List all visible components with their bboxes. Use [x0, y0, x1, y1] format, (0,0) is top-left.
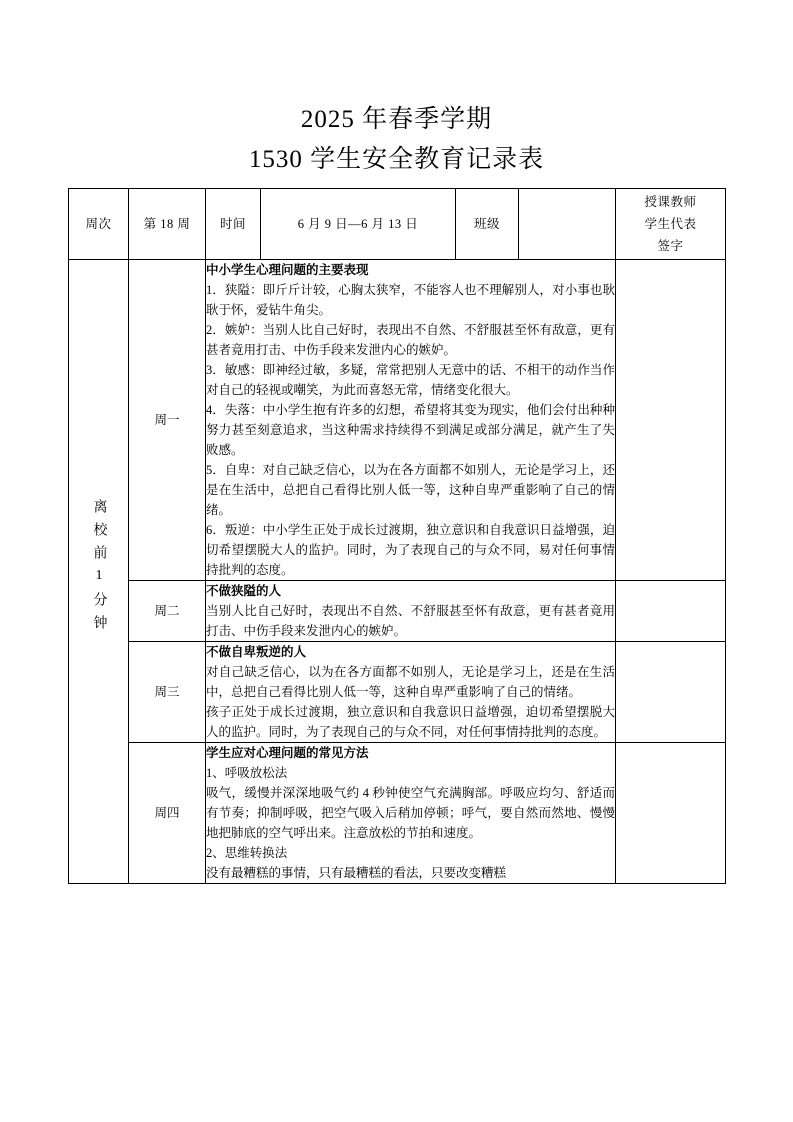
header-signature-label	[616, 189, 726, 260]
document-title	[0, 100, 793, 180]
header-week-label: 周次	[69, 189, 129, 260]
content-cell-tuesday	[206, 581, 616, 642]
content-paragraph: 5．自卑：对自己缺乏信心，以为在各方面都不如别人，无论是学习上，还是在生活中，总把自己看得比别人低一等，这种自卑严重影响了自己的情绪。	[206, 463, 615, 517]
signature-cell-tuesday[interactable]	[616, 581, 726, 642]
content-heading: 不做狭隘的人	[206, 584, 282, 598]
table-row	[69, 642, 726, 743]
header-week-value: 第 18 周	[129, 189, 206, 260]
table-row	[69, 260, 726, 581]
table-header-row	[69, 189, 726, 260]
content-paragraph: 没有最糟糕的事情，只有最糟糕的看法，只要改变糟糕	[206, 866, 507, 880]
day-label-thursday: 周四	[129, 743, 206, 884]
content-paragraph: 6．叛逆：中小学生正处于成长过渡期，独立意识和自我意识日益增强，迫切希望摆脱大人的监护。同时，为了表现自己的与众不同，易对任何事情持批判的态度。	[206, 523, 615, 577]
signature-cell-monday[interactable]	[616, 260, 726, 581]
content-paragraph: 对自己缺乏信心，以为在各方面都不如别人，无论是学习上，还是在生活中，总把自己看得比别人低一等，这种自卑严重影响了自己的情绪。	[206, 665, 615, 699]
content-cell-thursday	[206, 743, 616, 884]
content-paragraph: 4．失落：中小学生抱有许多的幻想，希望将其变为现实，他们会付出种种努力甚至刻意追求，当这种需求持续得不到满足或部分满足，就产生了失败感。	[206, 403, 615, 457]
signature-label-line-1: 授课教师	[644, 195, 697, 209]
content-cell-wednesday	[206, 642, 616, 743]
safety-education-record-table	[68, 188, 726, 884]
header-class-label: 班级	[456, 189, 519, 260]
content-paragraph: 吸气，缓慢并深深地吸气约 4 秒钟使空气充满胸部。呼吸应均匀、舒适而有节奏；抑制呼吸，把空气吸入后稍加停顿；呼气，要自然而然地、慢慢地把肺底的空气呼出来。注意放松的节拍和速度。	[206, 786, 615, 840]
content-paragraph: 孩子正处于成长过渡期，独立意识和自我意识日益增强，迫切希望摆脱大人的监护。同时，为了表现自己的与众不同，对任何事情持批判的态度。	[206, 705, 615, 739]
header-time-value: 6 月 9 日—6 月 13 日	[261, 189, 456, 260]
content-heading: 中小学生心理问题的主要表现	[206, 263, 369, 277]
day-label-monday: 周一	[129, 260, 206, 581]
signature-cell-wednesday[interactable]	[616, 642, 726, 743]
day-label-tuesday: 周二	[129, 581, 206, 642]
content-paragraph: 3．敏感：即神经过敏，多疑，常常把别人无意中的话、不相干的动作当作对自己的轻视或嘲笑，为此而喜怒无常，情绪变化很大。	[206, 363, 615, 397]
signature-label-line-3: 签字	[657, 239, 684, 253]
period-label-cell	[69, 260, 129, 884]
header-class-value[interactable]	[519, 189, 616, 260]
title-line-2: 1530 学生安全教育记录表	[248, 146, 545, 173]
day-label-wednesday: 周三	[129, 642, 206, 743]
header-time-label: 时间	[206, 189, 261, 260]
content-paragraph: 2．嫉妒：当别人比自己好时，表现出不自然、不舒服甚至怀有敌意，更有甚者竟用打击、中伤手段来发泄内心的嫉妒。	[206, 323, 615, 357]
title-line-1: 2025 年春季学期	[300, 106, 493, 133]
content-cell-monday	[206, 260, 616, 581]
table-row	[69, 581, 726, 642]
period-label: 离校前1分钟	[91, 499, 107, 638]
content-paragraph: 1．狭隘：即斤斤计较，心胸太狭窄，不能容人也不理解别人，对小事也耿耿于怀，爱钻牛角尖。	[206, 283, 615, 317]
signature-cell-thursday[interactable]	[616, 743, 726, 884]
content-paragraph: 2、思维转换法	[206, 846, 288, 860]
content-paragraph: 当别人比自己好时，表现出不自然、不舒服甚至怀有敌意，更有甚者竟用打击、中伤手段来发泄内心的嫉妒。	[206, 604, 615, 638]
content-heading: 不做自卑叛逆的人	[206, 645, 307, 659]
content-heading: 学生应对心理问题的常见方法	[206, 746, 369, 760]
signature-label-line-2: 学生代表	[644, 217, 697, 231]
content-paragraph: 1、呼吸放松法	[206, 766, 288, 780]
table-row	[69, 743, 726, 884]
